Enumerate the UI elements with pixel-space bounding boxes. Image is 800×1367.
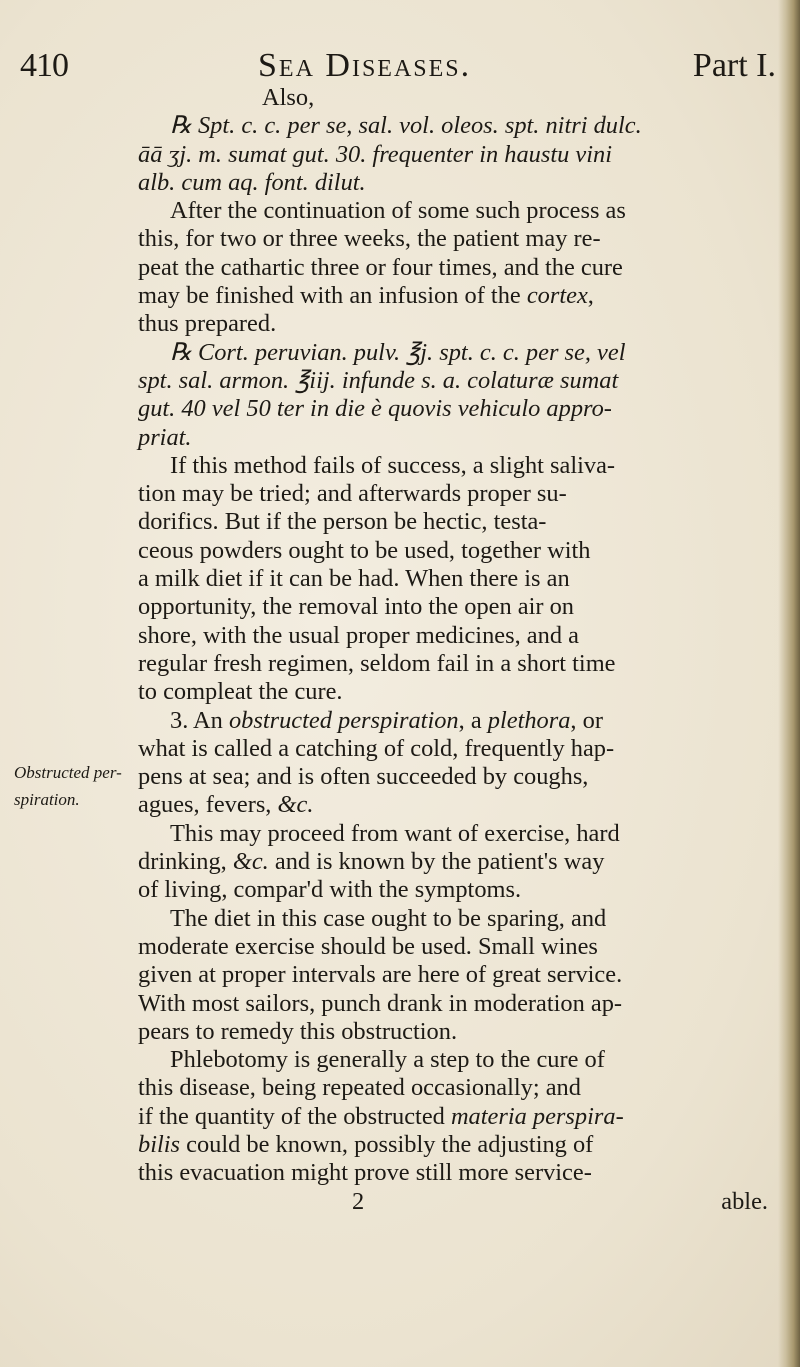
italic-term: obstructed perspiration <box>228 706 459 734</box>
italic-term: &c. <box>232 848 269 876</box>
text-line: what is called a catching of cold, frequently hap- <box>138 734 615 762</box>
prescription-2 <box>138 339 768 452</box>
text-run: , or <box>570 706 603 734</box>
text-line <box>138 791 768 819</box>
text-line: After the continuation of some such process as <box>170 197 626 225</box>
prescription-text: āā ʒj. m. sumat gut. 30. frequenter in haustu vini <box>138 140 612 168</box>
paragraph-5 <box>138 905 768 1046</box>
text-line <box>138 1131 768 1159</box>
prescription-text: alb. cum aq. font. dilut. <box>138 168 366 196</box>
text-line <box>138 848 768 876</box>
part-label: Part I. <box>692 47 776 84</box>
text-line: opportunity, the removal into the open air on <box>138 593 574 621</box>
text-line <box>138 367 768 395</box>
text-line <box>138 339 768 367</box>
text-run: drinking, <box>138 848 233 876</box>
paragraph-3 <box>138 707 768 820</box>
italic-term: materia perspira- <box>450 1102 624 1130</box>
text-line: With most sailors, punch drank in moderation ap- <box>138 989 623 1017</box>
line-also: Also, <box>262 84 315 111</box>
text-line: shore, with the usual proper medicines, and a <box>138 621 579 649</box>
page-header <box>20 44 776 88</box>
text-line: This may proceed from want of exercise, hard <box>170 819 620 847</box>
text-run: if the quantity of the obstructed <box>138 1102 451 1130</box>
text-line <box>138 112 768 140</box>
text-run: agues, fevers, <box>138 791 278 819</box>
catchword: able. <box>721 1187 768 1215</box>
text-line: to compleat the cure. <box>138 678 343 706</box>
signature-mark: 2 <box>352 1187 365 1215</box>
text-line: a milk diet if it can be had. When there is an <box>138 565 570 593</box>
text-line: The diet in this case ought to be sparing, and <box>170 904 607 932</box>
text-line <box>138 1103 768 1131</box>
paragraph-1 <box>138 197 768 338</box>
text-line: regular fresh regimen, seldom fail in a short time <box>138 649 616 677</box>
text-line <box>138 395 768 423</box>
text-line: peat the cathartic three or four times, and the cure <box>138 253 623 281</box>
running-title: Sea Diseases. <box>258 47 472 84</box>
text-run: 3. An <box>170 706 229 734</box>
text-line: this disease, being repeated occasionally; and <box>138 1074 581 1102</box>
paragraph-2 <box>138 452 768 707</box>
text-line: this, for two or three weeks, the patient may re- <box>138 225 601 253</box>
prescription-text: ℞ Spt. c. c. per se, sal. vol. oleos. spt. nitri dulc. <box>170 112 642 140</box>
body-text <box>138 84 768 1216</box>
text-line <box>138 141 768 169</box>
text-line <box>138 169 768 197</box>
prescription-text: gut. 40 vel 50 ter in die è quovis vehiculo appro- <box>138 395 612 423</box>
page-footer <box>138 1188 768 1216</box>
text-line <box>138 424 768 452</box>
prescription-text: spt. sal. armon. ℥iij. infunde s. a. colaturæ sumat <box>138 366 619 394</box>
text-line: ceous powders ought to be used, together with <box>138 536 591 564</box>
text-line: of living, compar'd with the symptoms. <box>138 876 522 904</box>
margin-note-line: Obstructed per- <box>14 763 122 782</box>
italic-term: plethora <box>487 706 571 734</box>
text-line: moderate exercise should be used. Small wines <box>138 932 598 960</box>
text-line: pens at sea; and is often succeeded by coughs, <box>138 763 589 791</box>
prescription-1 <box>138 112 768 197</box>
margin-note-line: spiration. <box>14 790 80 809</box>
margin-note <box>14 759 140 813</box>
paragraph-4 <box>138 820 768 905</box>
text-line: this evacuation might prove still more service- <box>138 1159 592 1187</box>
text-run: , <box>587 282 594 310</box>
italic-term: cortex <box>526 282 588 310</box>
text-line: Phlebotomy is generally a step to the cure of <box>170 1046 605 1074</box>
text-line: pears to remedy this obstruction. <box>138 1017 458 1045</box>
text-line <box>138 707 768 735</box>
italic-term: bilis <box>138 1130 181 1158</box>
page-edge-shadow <box>778 0 800 1367</box>
page-number: 410 <box>20 47 68 84</box>
paragraph-6 <box>138 1046 768 1187</box>
prescription-text: ℞ Cort. peruvian. pulv. ℥j. spt. c. c. per se, vel <box>170 338 626 366</box>
text-line <box>138 282 768 310</box>
text-line: dorifics. But if the person be hectic, testa- <box>138 508 547 536</box>
italic-term: &c. <box>277 791 314 819</box>
text-line: thus prepared. <box>138 310 277 338</box>
text-line: given at proper intervals are here of great service. <box>138 961 623 989</box>
text-run: , a <box>458 706 488 734</box>
text-run: could be known, possibly the adjusting of <box>180 1130 594 1158</box>
text-run: and is known by the patient's way <box>268 848 605 876</box>
prescription-text: priat. <box>138 423 192 451</box>
text-run: may be finished with an infusion of the <box>138 282 527 310</box>
text-line: If this method fails of success, a slight saliva- <box>170 451 616 479</box>
text-line: tion may be tried; and afterwards proper su- <box>138 480 567 508</box>
